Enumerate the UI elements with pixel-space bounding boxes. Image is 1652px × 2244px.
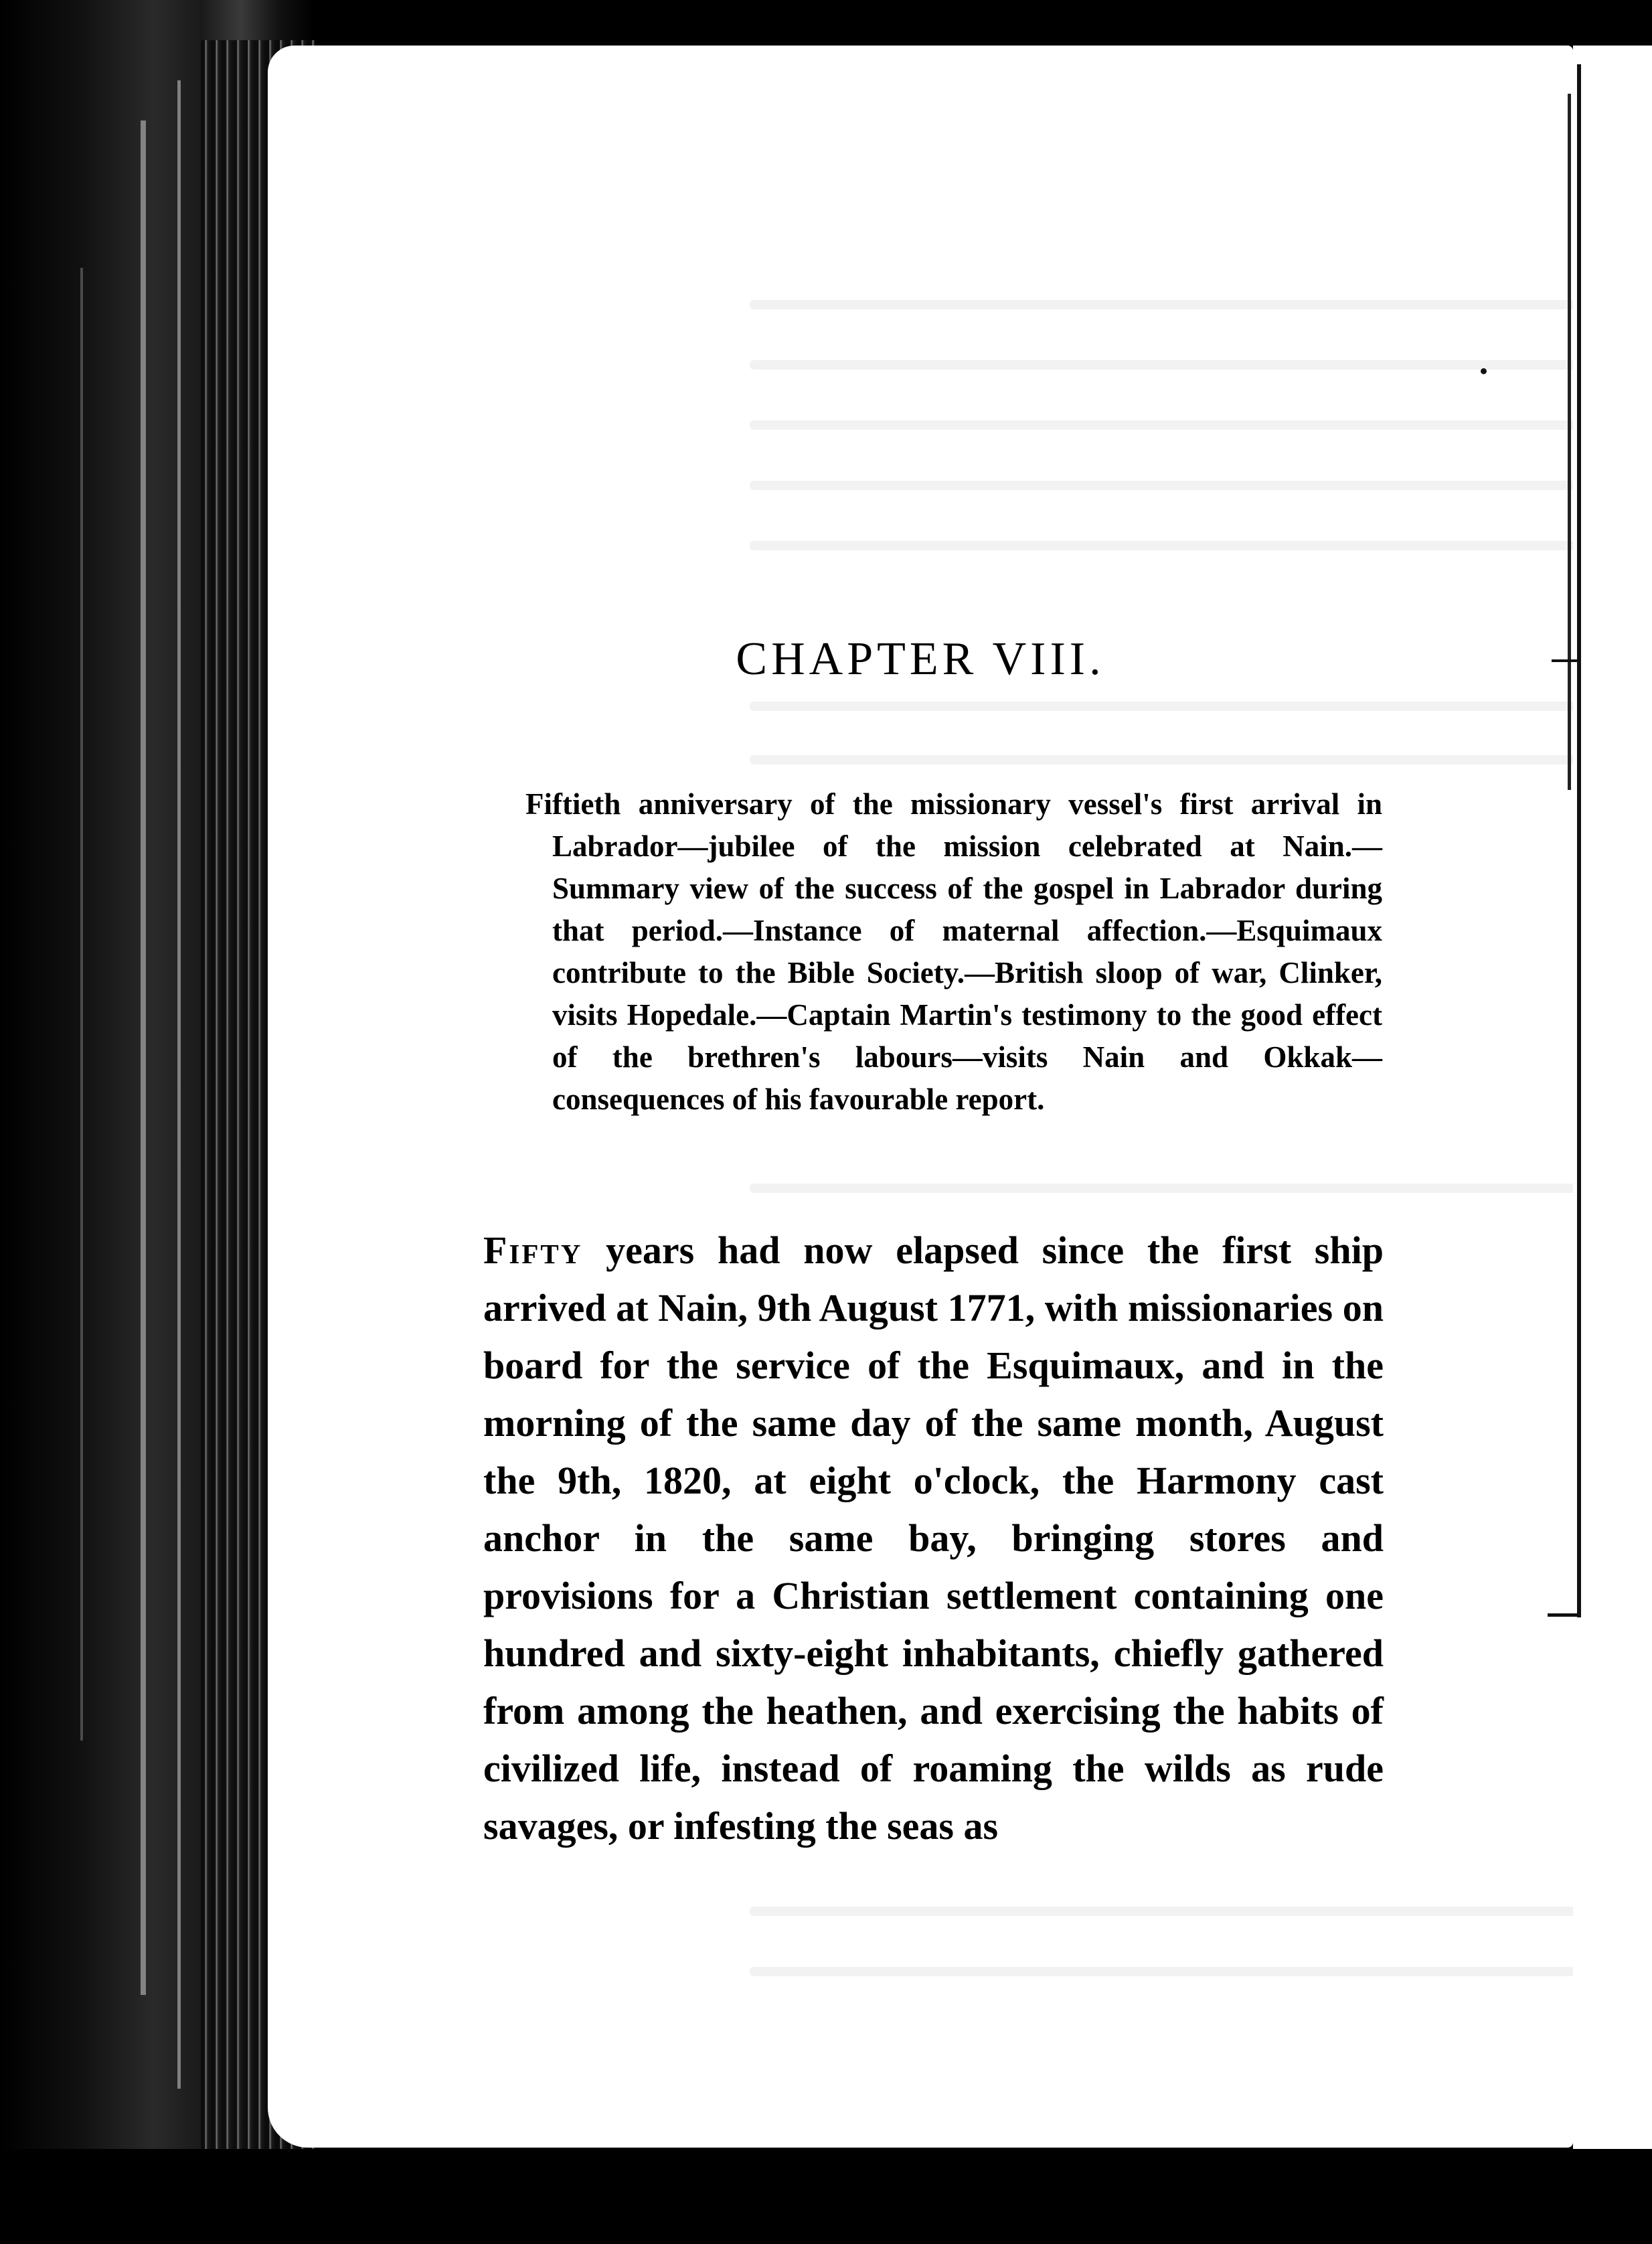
chapter-summary: Fiftieth anniversary of the missionary vessel's first arrival in Labrador—jubilee of the mission celebrated at Nain.—Summary view of the success of the gospel in Labrador during that period.—Instance of maternal affection.—Esquimaux contribute to the Bible Society.—British sloop of war, Clinker, visits Hopedale.—Captain Martin's testimony to the good effect of the brethren's labours—visits Nain and Okkak—consequences of his favourable report. bbox=[525, 787, 1382, 1116]
bleed-through-line bbox=[750, 702, 1647, 711]
chapter-title: CHAPTER VIII. bbox=[736, 633, 1105, 685]
bleed-through-line bbox=[750, 1184, 1647, 1193]
drop-word: Fifty bbox=[483, 1228, 583, 1272]
bleed-through-line bbox=[750, 300, 1647, 309]
binding-highlight bbox=[177, 80, 181, 2089]
body-paragraph bbox=[483, 1222, 1384, 1855]
bleed-through-line bbox=[750, 481, 1647, 490]
scan-bottom-border bbox=[0, 2149, 1652, 2244]
binding-highlight bbox=[80, 268, 83, 1741]
bleed-through-line bbox=[750, 420, 1647, 430]
body-paragraph-text: years had now elapsed since the first ship arrived at Nain, 9th August 1771, with missionaries on board for the service of the Esquimaux, and in the morning of the same day of the same month, August the 9th, 1820, at eight o'clock, the Harmony cast anchor in the same bay, bringing stores and provisions for a Christian settlement containing one hundred and sixty-eight inhabitants, chiefly gathered from among the heathen, and exercising the habits of civilized life, instead of roaming the wilds as rude savages, or infesting the seas as bbox=[483, 1228, 1384, 1848]
page-right-edge bbox=[1577, 64, 1581, 1617]
bleed-through-line bbox=[750, 755, 1647, 765]
margin-mark bbox=[1481, 368, 1487, 374]
margin-mark bbox=[1548, 1613, 1581, 1617]
binding-highlight bbox=[141, 121, 146, 1995]
bleed-through-line bbox=[750, 360, 1647, 370]
bleed-through-line bbox=[750, 541, 1647, 550]
page-right-margin bbox=[1573, 46, 1652, 2244]
bleed-through-line bbox=[750, 1907, 1647, 1916]
bleed-through-line bbox=[750, 1967, 1647, 1976]
